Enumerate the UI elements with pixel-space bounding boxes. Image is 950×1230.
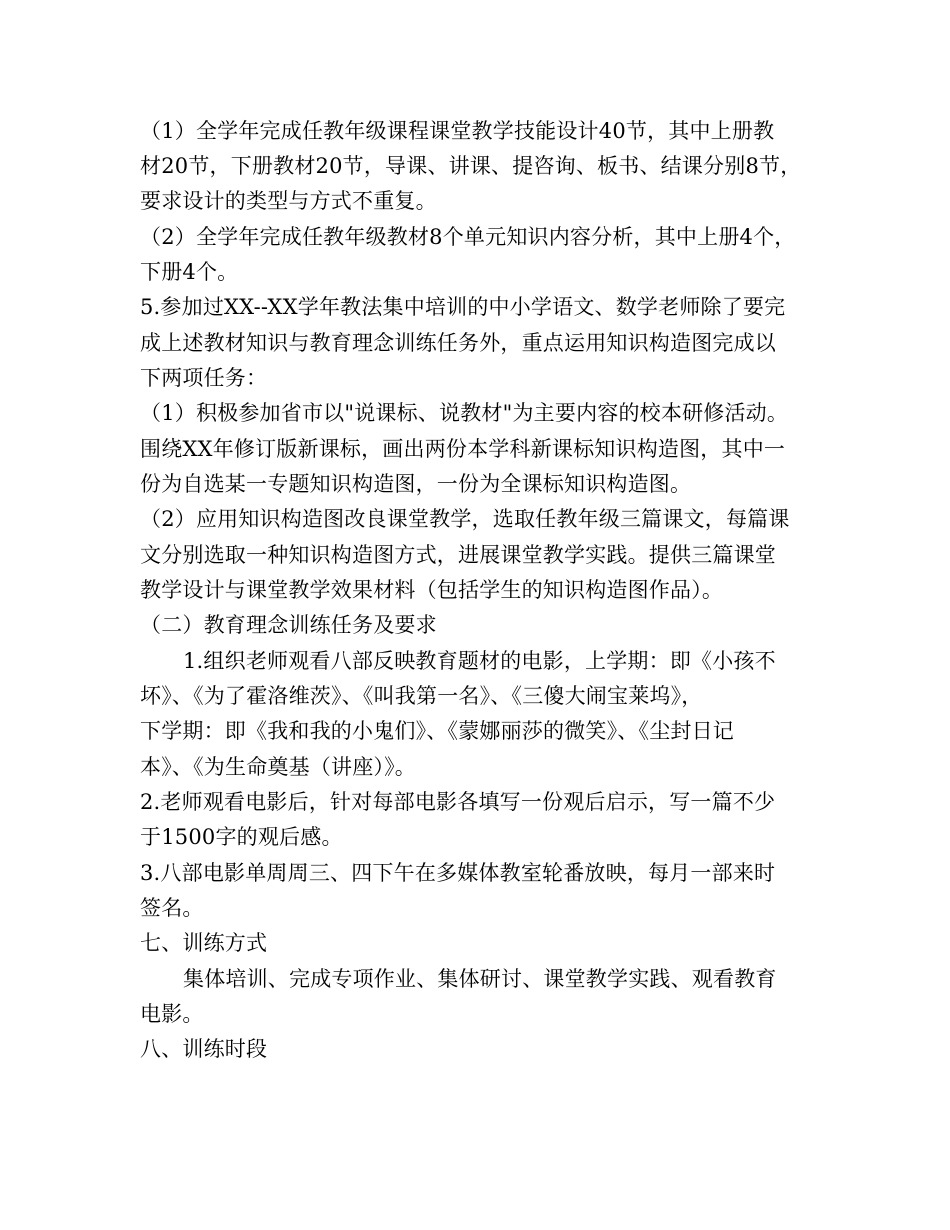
text-line: 份为自选某一专题知识构造图，一份为全课标知识构造图。 — [140, 472, 692, 496]
text-line: 教学设计与课堂教学效果材料（包括学生的知识构造图作品）。 — [140, 578, 724, 602]
text-line: 下册4个。 — [140, 260, 239, 284]
section-heading: 八、训练时段 — [140, 1037, 268, 1061]
text-line: 下两项任务： — [140, 366, 268, 390]
text-line: 文分别选取一种知识构造图方式，进展课堂教学实践。提供三篇课堂 — [140, 543, 776, 567]
text-line: 2.老师观看电影后，针对每部电影各填写一份观后启示，写一篇不少 — [140, 790, 776, 814]
text-line: 签名。 — [140, 896, 204, 920]
text-line: 要求设计的类型与方式不重复。 — [140, 189, 437, 213]
section-heading: 七、训练方式 — [140, 931, 268, 955]
text-line: （2）应用知识构造图改良课堂教学，选取任教年级三篇课文，每篇课 — [140, 507, 790, 531]
text-line: 1.组织老师观看八部反映教育题材的电影，上学期：即《小孩不 — [183, 649, 776, 673]
text-line: 本》、《为生命奠基（讲座）》。 — [140, 755, 416, 779]
text-line: 成上述教材知识与教育理念训练任务外，重点运用知识构造图完成以 — [140, 331, 776, 355]
text-line: 材20节，下册教材20节，导课、讲课、提咨询、板书、结课分别8节， — [140, 154, 802, 178]
text-line: （1）全学年完成任教年级课程课堂教学技能设计40节，其中上册教 — [140, 119, 775, 143]
text-line: 电影。 — [140, 1002, 204, 1026]
text-line: 集体培训、完成专项作业、集体研讨、课堂教学实践、观看教育 — [183, 967, 777, 991]
text-line: （1）积极参加省市以"说课标、说教材"为主要内容的校本研修活动。 — [140, 401, 789, 425]
text-line: 5.参加过XX--XX学年教法集中培训的中小学语文、数学老师除了要完 — [140, 295, 786, 319]
text-line: 于1500字的观后感。 — [140, 825, 343, 849]
text-line: （2）全学年完成任教年级教材8个单元知识内容分析，其中上册4个， — [140, 225, 796, 249]
text-line: 坏》、《为了霍洛维茨》、《叫我第一名》、《三傻大闹宝莱坞》， — [140, 684, 703, 708]
text-line: 围绕XX年修订版新课标，画出两份本学科新课标知识构造图，其中一 — [140, 437, 786, 461]
section-heading: （二）教育理念训练任务及要求 — [140, 613, 437, 637]
text-line: 下学期：即《我和我的小鬼们》、《蒙娜丽莎的微笑》、《尘封日记 — [140, 719, 734, 743]
text-line: 3.八部电影单周周三、四下午在多媒体教室轮番放映，每月一部来时 — [140, 861, 776, 885]
